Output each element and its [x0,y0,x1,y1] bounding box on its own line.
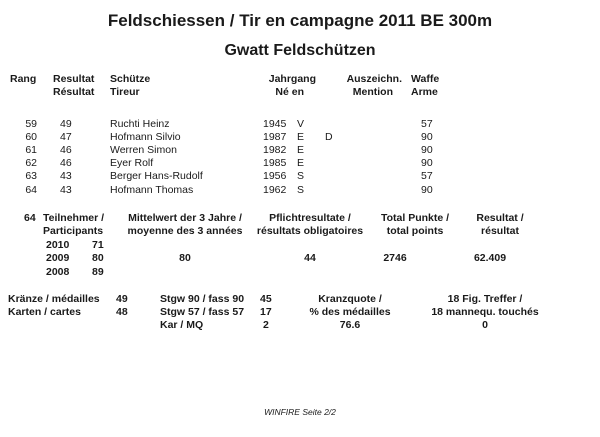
cell-kategorie: E [297,144,305,156]
resultat-label-de: Resultat / [476,212,524,224]
header-waffe-fr: Arme [411,86,438,98]
cell-name: Hofmann Silvio [110,131,181,143]
cell-name: Berger Hans-Rudolf [110,170,203,182]
cell-waffe: 57 [421,118,433,130]
cell-jahrgang: 1945 [263,118,287,130]
year-label: 2010 [46,239,70,251]
cell-mention: D [325,131,333,143]
cell-jahrgang: 1985 [263,157,287,169]
cell-waffe: 90 [421,157,433,169]
stgw57-label: Stgw 57 / fass 57 [160,306,245,318]
participants-label-fr: Participants [43,225,104,237]
participants-label-de: Teilnehmer / [43,212,105,224]
cell-kategorie: S [297,170,305,182]
resultat-value: 62.409 [473,252,507,264]
cell-resultat: 43 [60,184,72,196]
header-auszeichn-de: Auszeichn. [346,73,402,85]
stgw90-value: 45 [260,293,272,305]
header-schuetze-fr: Tireur [110,86,140,98]
header-resultat-de: Resultat [53,73,95,85]
pflicht-label-de: Pflichtresultate / [269,212,351,224]
cell-waffe: 90 [421,131,433,143]
cell-rang: 60 [25,131,37,143]
cell-jahrgang: 1956 [263,170,287,182]
pflicht-value: 44 [304,252,316,264]
fig-label-fr: 18 mannequ. touchés [431,306,539,318]
cell-resultat: 49 [60,118,72,130]
header-schuetze-de: Schütze [110,73,151,85]
cell-name: Eyer Rolf [110,157,154,169]
cell-resultat: 47 [60,131,72,143]
cell-name: Werren Simon [110,144,177,156]
fig-value: 0 [482,319,488,331]
cell-rang: 63 [25,170,37,182]
karten-value: 48 [116,306,128,318]
resultat-label-fr: résultat [481,225,519,237]
page-title: Feldschiessen / Tir en campagne 2011 BE 300m [107,11,493,30]
kraenze-value: 49 [116,293,128,305]
mittelwert-label-fr: moyenne des 3 années [127,225,243,237]
cell-kategorie: V [297,118,305,130]
participant-count: 64 [24,212,36,224]
cell-kategorie: S [297,184,305,196]
total-value: 2746 [383,252,407,264]
cell-jahrgang: 1962 [263,184,287,196]
club-name: Gwatt Feldschützen [224,42,376,59]
cell-waffe: 57 [421,170,433,182]
cell-resultat: 43 [60,170,72,182]
kranzquote-label-fr: % des médailles [309,306,391,318]
header-auszeichn-fr: Mention [352,86,393,98]
fig-label-de: 18 Fig. Treffer / [447,293,523,305]
cell-name: Ruchti Heinz [110,118,170,130]
cell-rang: 61 [25,144,37,156]
cell-resultat: 46 [60,144,72,156]
stgw90-label: Stgw 90 / fass 90 [160,293,245,305]
year-count: 89 [92,266,104,278]
year-label: 2008 [46,266,70,278]
year-label: 2009 [46,252,70,264]
cell-jahrgang: 1982 [263,144,287,156]
cell-jahrgang: 1987 [263,131,287,143]
page-footer: WINFIRE Seite 2/2 [264,407,336,417]
stgw57-value: 17 [260,306,272,318]
cell-kategorie: E [297,131,305,143]
mittelwert-label-de: Mittelwert der 3 Jahre / [128,212,242,224]
total-label-de: Total Punkte / [380,212,450,224]
cell-waffe: 90 [421,184,433,196]
cell-rang: 62 [25,157,37,169]
cell-rang: 59 [25,118,37,130]
cell-resultat: 46 [60,157,72,169]
header-jahrgang-fr: Né en [275,86,304,98]
kar-label: Kar / MQ [160,319,204,331]
cell-kategorie: E [297,157,305,169]
cell-rang: 64 [25,184,37,196]
kar-value: 2 [263,319,269,331]
year-count: 80 [92,252,104,264]
header-resultat-fr: Résultat [53,86,95,98]
karten-label: Karten / cartes [8,306,81,318]
kranzquote-value: 76.6 [339,319,361,331]
mittelwert-value: 80 [179,252,191,264]
header-rang: Rang [10,73,37,85]
header-jahrgang-de: Jahrgang [268,73,316,85]
total-label-fr: total points [386,225,444,237]
header-waffe-de: Waffe [411,73,440,85]
cell-waffe: 90 [421,144,433,156]
kraenze-label: Kränze / médailles [8,293,100,305]
kranzquote-label-de: Kranzquote / [318,293,382,305]
pflicht-label-fr: résultats obligatoires [256,225,364,237]
year-count: 71 [92,239,104,251]
cell-name: Hofmann Thomas [110,184,194,196]
